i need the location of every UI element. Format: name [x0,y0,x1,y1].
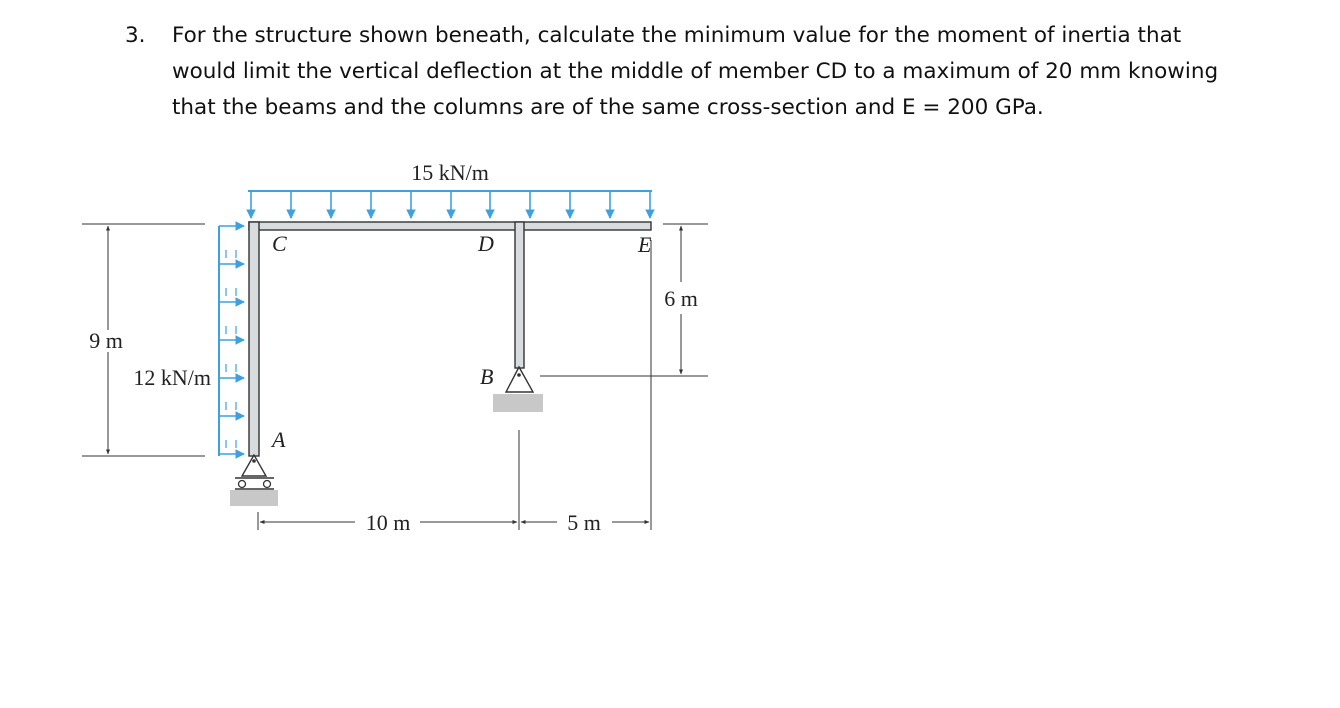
dimension-5m-label: 5 m [567,510,601,535]
roller-support-a [230,455,278,506]
problem-number: 3. [125,23,146,48]
point-b-label: B [480,364,494,389]
left-load-label: 12 kN/m [133,365,211,390]
top-distributed-load [248,191,652,218]
pin-support-b [493,367,543,412]
problem-line-2: would limit the vertical deflection at the middle of member CD to a maximum of 20 mm knowing [172,59,1219,84]
point-c-label: C [272,231,287,256]
column-bd [515,222,524,368]
dimension-10m-label: 10 m [365,510,411,535]
point-a-label: A [272,427,286,452]
problem-line-1: For the structure shown beneath, calculate the minimum value for the moment of inertia that [172,23,1182,48]
dimension-9m-label: 9 m [89,328,123,353]
point-d-label: D [478,231,494,256]
beam-ce [249,222,651,230]
dimension-spans [258,240,651,530]
column-ac [249,222,259,456]
point-e-label: E [638,232,652,257]
top-load-label: 15 kN/m [411,160,489,185]
frame-members [249,222,651,456]
dimension-6m-label: 6 m [664,286,698,311]
left-distributed-load [219,226,244,456]
problem-line-3: that the beams and the columns are of the same cross-section and E = 200 GPa. [172,95,1044,120]
